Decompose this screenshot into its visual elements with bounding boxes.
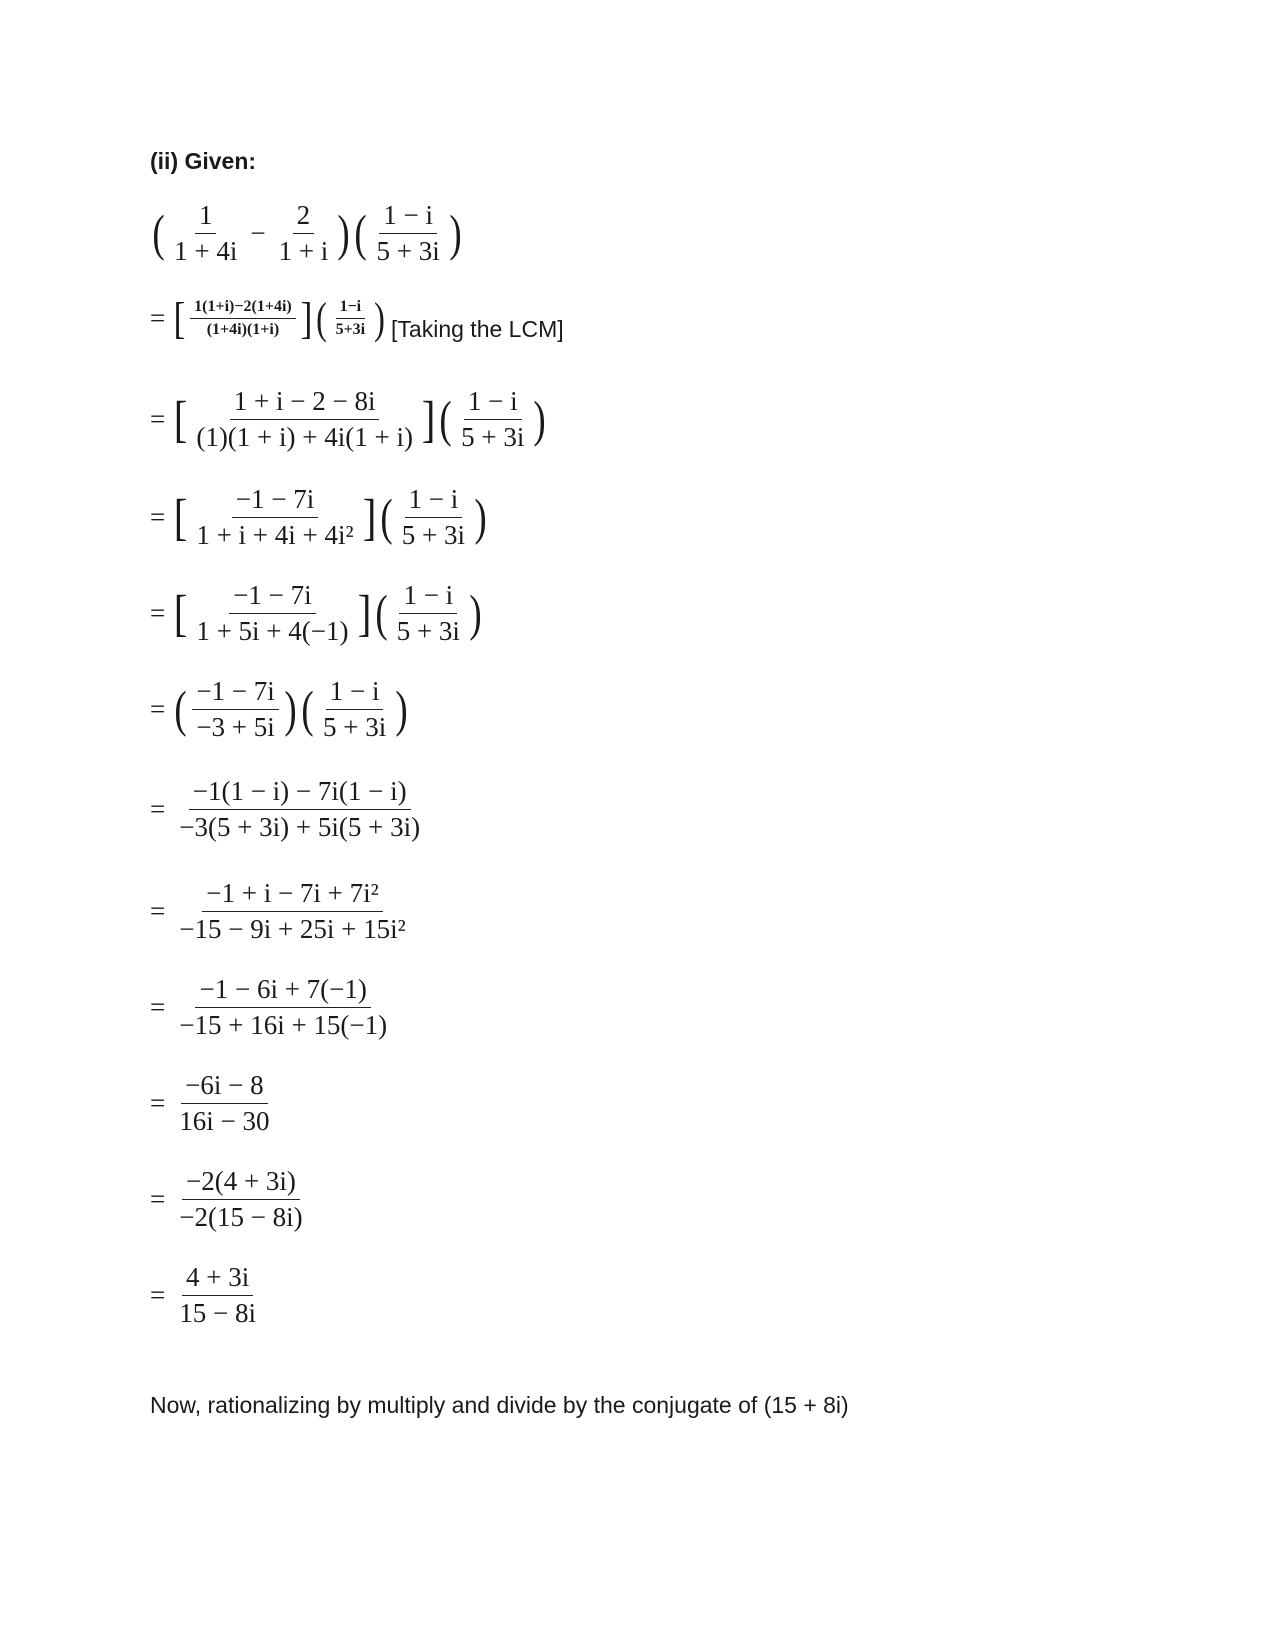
equals-sign: =	[150, 1280, 166, 1311]
left-bracket: [	[173, 488, 188, 546]
denominator: 5+3i	[335, 320, 366, 338]
left-paren: (	[380, 488, 393, 546]
equals-sign: =	[150, 598, 166, 629]
fraction	[275, 200, 333, 267]
right-paren: )	[374, 293, 385, 343]
fraction	[175, 776, 424, 843]
numerator: 2	[293, 200, 315, 234]
fraction	[393, 580, 464, 647]
equals-sign: =	[150, 794, 166, 825]
denominator: 5 + 3i	[401, 520, 466, 551]
fraction	[372, 200, 443, 267]
step-simplify-2	[150, 580, 484, 647]
numerator: 1 − i	[379, 200, 437, 234]
equals-sign: =	[150, 404, 166, 435]
equals-sign: =	[150, 502, 166, 533]
equals-sign: =	[150, 694, 166, 725]
numerator: −1 + i − 7i + 7i²	[202, 878, 383, 912]
right-paren: )	[474, 488, 487, 546]
numerator: 1 − i	[464, 386, 522, 420]
denominator: 1 + i	[278, 236, 329, 267]
numerator: −1 − 6i + 7(−1)	[195, 974, 370, 1008]
right-paren: )	[469, 584, 482, 642]
step-expand	[150, 386, 548, 453]
fraction	[319, 676, 390, 743]
fraction	[192, 386, 417, 453]
denominator: 1 + 4i	[174, 236, 238, 267]
fraction	[175, 1262, 260, 1329]
denominator: (1)(1 + i) + 4i(1 + i)	[196, 422, 413, 453]
denominator: 5 + 3i	[396, 616, 460, 647]
numerator: −1 − 7i	[229, 580, 315, 614]
equals-sign: =	[150, 992, 166, 1023]
fraction	[192, 580, 352, 647]
fraction	[190, 298, 296, 340]
left-paren: (	[354, 204, 368, 262]
given-expression	[150, 200, 464, 267]
numerator: −1 − 7i	[192, 676, 278, 710]
left-paren: (	[174, 680, 187, 738]
right-bracket: ]	[357, 584, 371, 642]
step-expand-2	[150, 878, 413, 945]
right-paren: )	[395, 680, 408, 738]
step-multiply	[150, 776, 427, 843]
denominator: −15 + 16i + 15(−1)	[179, 1010, 388, 1041]
left-bracket: [	[173, 584, 188, 642]
numerator: −1(1 − i) − 7i(1 − i)	[189, 776, 411, 810]
small-expression	[172, 293, 387, 343]
numerator: 1	[195, 200, 217, 234]
step-substitute	[150, 974, 394, 1041]
denominator: −3(5 + 3i) + 5i(5 + 3i)	[179, 812, 421, 843]
left-paren: (	[315, 293, 327, 343]
equals-sign: =	[150, 1184, 166, 1215]
left-bracket: [	[173, 293, 186, 343]
denominator: (1+4i)(1+i)	[206, 320, 280, 338]
equals-sign: =	[150, 896, 166, 927]
numerator: 1−i	[336, 298, 366, 319]
step-simplify-3	[150, 676, 410, 743]
numerator: 1(1+i)−2(1+4i)	[190, 298, 296, 319]
denominator: 1 + i + 4i + 4i²	[196, 520, 354, 551]
right-bracket: ]	[362, 488, 376, 546]
denominator: −3 + 5i	[196, 712, 275, 743]
operator: −	[250, 218, 266, 249]
denominator: −15 − 9i + 25i + 15i²	[179, 914, 406, 945]
numerator: 1 − i	[405, 484, 463, 518]
denominator: 5 + 3i	[376, 236, 440, 267]
fraction	[175, 1166, 306, 1233]
right-bracket: ]	[300, 293, 313, 343]
step-simplify-1	[150, 484, 489, 551]
right-paren: )	[533, 390, 547, 448]
step-combine	[150, 1070, 276, 1137]
equals-sign: =	[150, 1088, 166, 1119]
right-paren: )	[337, 204, 350, 262]
denominator: 16i − 30	[179, 1106, 270, 1137]
numerator: −6i − 8	[181, 1070, 267, 1104]
fraction	[457, 386, 528, 453]
fraction	[332, 298, 370, 340]
fraction	[175, 1070, 273, 1137]
step-lcm	[150, 293, 564, 343]
right-paren: )	[284, 680, 297, 738]
numerator: 1 − i	[326, 676, 384, 710]
denominator: 1 + 5i + 4(−1)	[196, 616, 349, 647]
denominator: 5 + 3i	[322, 712, 387, 743]
numerator: 1 + i − 2 − 8i	[230, 386, 380, 420]
lcm-note: [Taking the LCM]	[391, 315, 564, 342]
equals-sign: =	[150, 302, 166, 333]
rationalize-paragraph: Now, rationalizing by multiply and divide by the conjugate of (15 + 8i)	[150, 1392, 849, 1418]
left-paren: (	[439, 390, 452, 448]
numerator: 4 + 3i	[182, 1262, 253, 1296]
fraction	[170, 200, 241, 267]
fraction	[192, 484, 357, 551]
numerator: 1 − i	[399, 580, 457, 614]
fraction	[175, 878, 410, 945]
step-result	[150, 1262, 263, 1329]
fraction	[192, 676, 278, 743]
step-factor	[150, 1166, 310, 1233]
denominator: 15 − 8i	[179, 1298, 256, 1329]
fraction	[398, 484, 469, 551]
denominator: −2(15 − 8i)	[179, 1202, 303, 1233]
right-bracket: ]	[421, 390, 436, 448]
right-paren: )	[449, 204, 462, 262]
section-heading: (ii) Given:	[150, 148, 257, 174]
numerator: −1 − 7i	[232, 484, 318, 518]
denominator: 5 + 3i	[461, 422, 525, 453]
left-paren: (	[374, 584, 388, 642]
numerator: −2(4 + 3i)	[182, 1166, 300, 1200]
left-paren: (	[152, 204, 165, 262]
left-bracket: [	[173, 390, 188, 448]
left-paren: (	[301, 680, 314, 738]
fraction	[175, 974, 391, 1041]
